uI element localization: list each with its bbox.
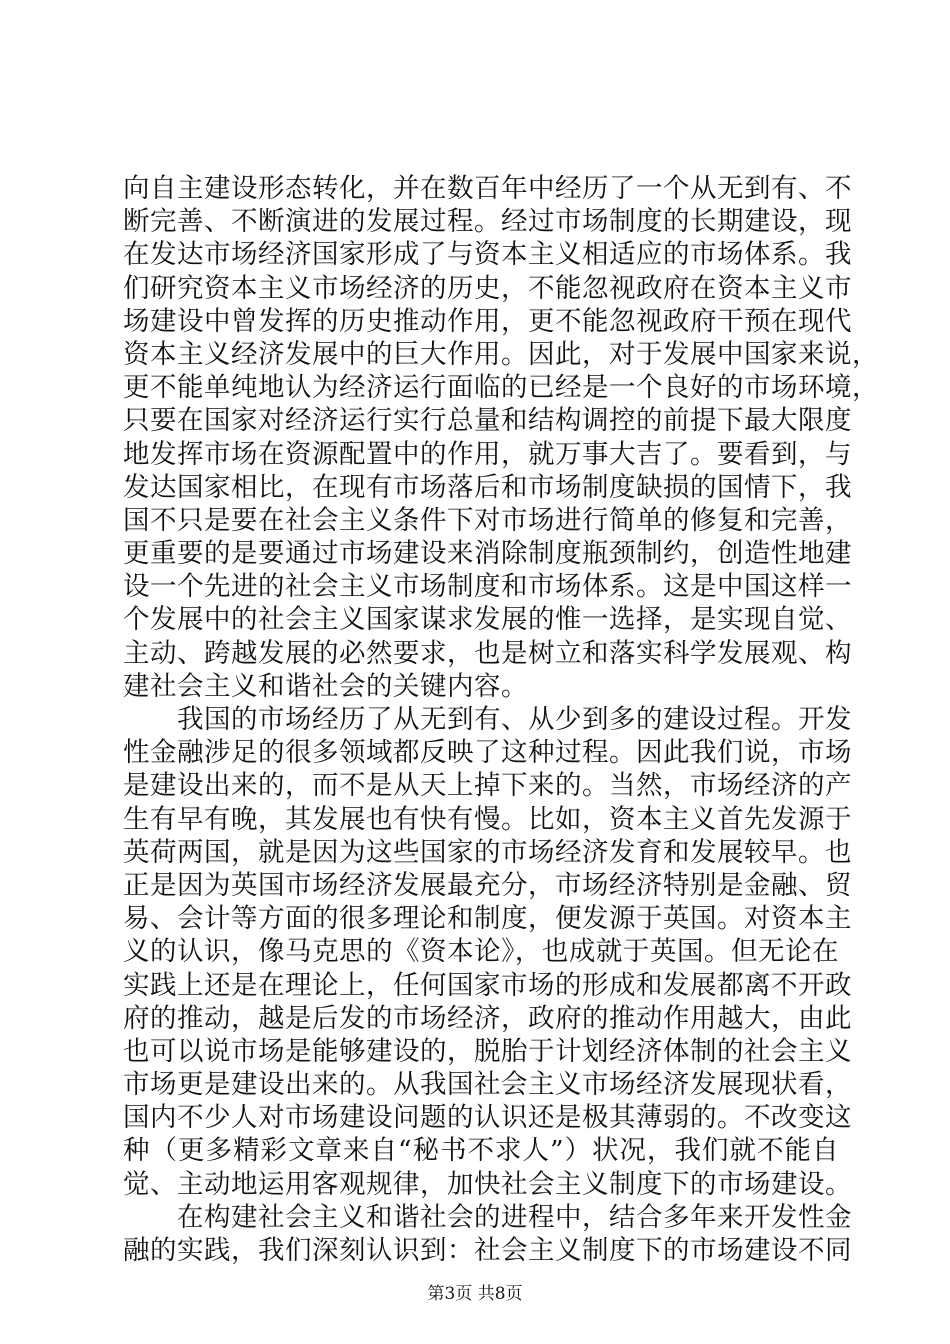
- text-line: 向自主建设形态转化，并在数百年中经历了一个从无到有、不: [123, 173, 852, 204]
- text-line: 只要在国家对经济运行实行总量和结构调控的前提下最大限度: [123, 405, 852, 437]
- text-line: 更不能单纯地认为经济运行面临的已经是一个良好的市场环境，: [123, 372, 879, 404]
- text-line: 资本主义经济发展中的巨大作用。因此，对于发展中国家来说，: [123, 338, 879, 370]
- text-line: 府的推动，越是后发的市场经济，政府的推动作用越大，由此: [123, 1002, 852, 1034]
- text-line: 觉、主动地运用客观规律，加快社会主义制度下的市场建设。: [123, 1168, 852, 1200]
- text-line: 我国的市场经历了从无到有、从少到多的建设过程。开发: [123, 704, 852, 735]
- text-line: 国内不少人对市场建设问题的认识还是极其薄弱的。不改变这: [123, 1102, 852, 1134]
- text-line: 生有早有晚，其发展也有快有慢。比如，资本主义首先发源于: [123, 803, 852, 835]
- text-line: 们研究资本主义市场经济的历史，不能忽视政府在资本主义市: [123, 272, 852, 304]
- text-line: 也可以说市场是能够建设的，脱胎于计划经济体制的社会主义: [123, 1035, 852, 1067]
- text-line: 易、会计等方面的很多理论和制度，便发源于英国。对资本主: [123, 903, 852, 935]
- text-line: 主动、跨越发展的必然要求，也是树立和落实科学发展观、构: [123, 637, 852, 669]
- text-line: 个发展中的社会主义国家谋求发展的惟一选择，是实现自觉、: [123, 604, 852, 636]
- text-line: 义的认识，像马克思的《资本论》，也成就于英国。但无论在: [123, 936, 839, 968]
- text-line: 国不只是要在社会主义条件下对市场进行简单的修复和完善，: [123, 504, 852, 536]
- text-line: 性金融涉足的很多领域都反映了这种过程。因此我们说，市场: [123, 737, 852, 769]
- document-body: [123, 172, 879, 1267]
- page-number: 第3页 共8页: [427, 1284, 523, 1304]
- paragraph: [123, 1201, 852, 1267]
- text-line: 场建设中曾发挥的历史推动作用，更不能忽视政府干预在现代: [123, 305, 852, 337]
- text-line: 市场更是建设出来的。从我国社会主义市场经济发展现状看，: [123, 1069, 852, 1101]
- text-line: 断完善、不断演进的发展过程。经过市场制度的长期建设，现: [123, 206, 852, 238]
- paragraph: [123, 172, 879, 703]
- text-line: 在发达市场经济国家形成了与资本主义相适应的市场体系。我: [123, 239, 852, 271]
- text-line: 实践上还是在理论上，任何国家市场的形成和发展都离不开政: [123, 969, 852, 1001]
- text-line: 设一个先进的社会主义市场制度和市场体系。这是中国这样一: [123, 571, 852, 603]
- text-line: 在构建社会主义和谐社会的进程中，结合多年来开发性金: [123, 1201, 852, 1233]
- text-line: 更重要的是要通过市场建设来消除制度瓶颈制约，创造性地建: [123, 538, 852, 570]
- text-line: 融的实践，我们深刻认识到：社会主义制度下的市场建设不同: [123, 1235, 852, 1266]
- text-line: 地发挥市场在资源配置中的作用，就万事大吉了。要看到，与: [123, 438, 852, 470]
- text-line: 英荷两国，就是因为这些国家的市场经济发育和发展较早。也: [123, 836, 852, 868]
- text-line: 种（更多精彩文章来自“秘书不求人”）状况，我们就不能自: [123, 1135, 839, 1167]
- text-line: 发达国家相比，在现有市场落后和市场制度缺损的国情下，我: [123, 471, 852, 503]
- text-line: 是建设出来的，而不是从天上掉下来的。当然，市场经济的产: [123, 770, 852, 802]
- text-line: 建社会主义和谐社会的关键内容。: [123, 670, 528, 702]
- text-line: 正是因为英国市场经济发展最充分，市场经济特别是金融、贸: [123, 869, 852, 901]
- paragraph: [123, 703, 852, 1201]
